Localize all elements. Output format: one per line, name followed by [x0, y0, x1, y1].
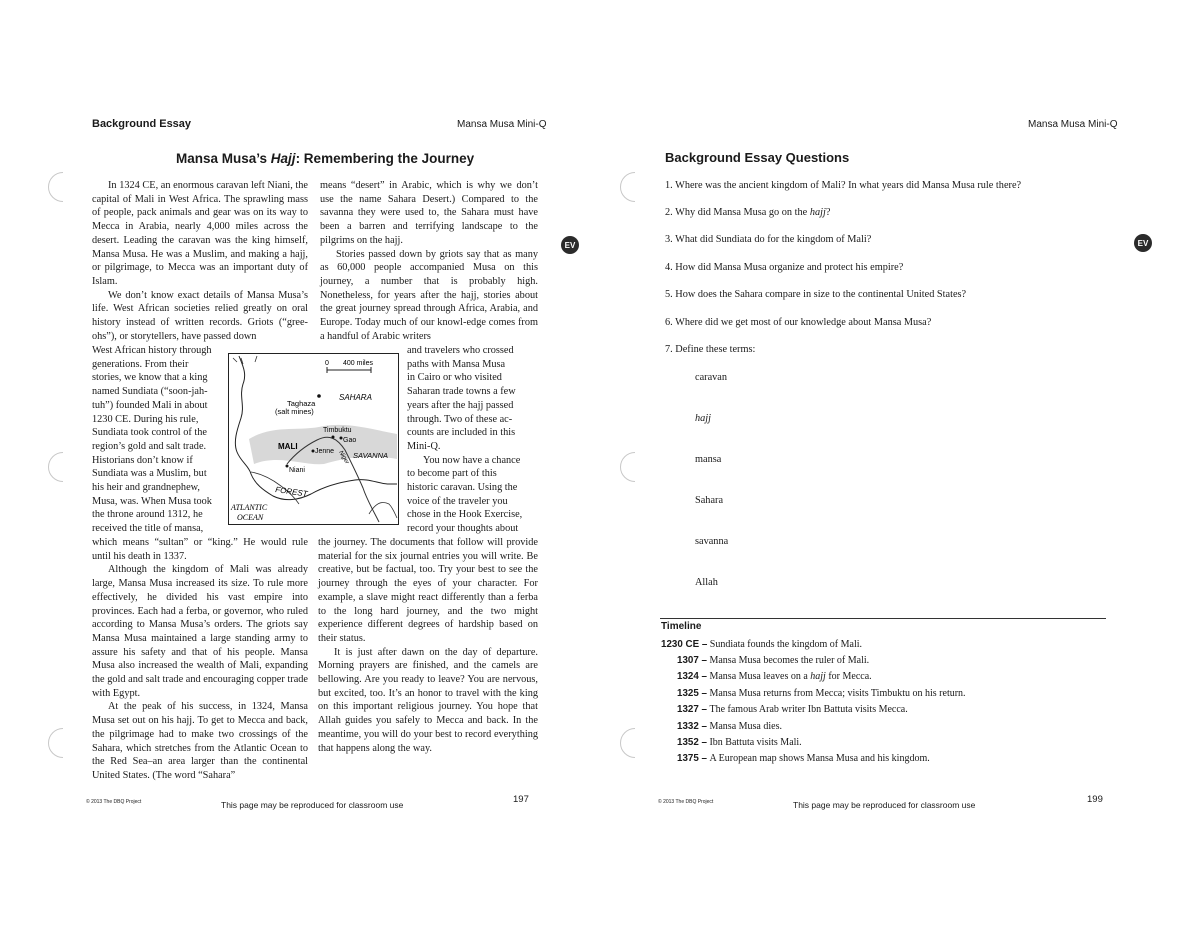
label-savanna: SAVANNA	[353, 451, 389, 460]
page-number: 197	[513, 794, 529, 805]
question-3: 3. What did Sundiata do for the kingdom of Mali?	[665, 234, 872, 245]
essay-line: Sundiata took control of the	[92, 427, 207, 439]
right-header-right: Mansa Musa Mini-Q	[1028, 119, 1118, 130]
page-number: 199	[1087, 794, 1103, 805]
essay-paragraph: Stories passed down by griots say that as many as 60,000 people accompanied Musa on this journey, a number that is probably high. Nonetheless, for years after the hajj, stories about the great journey spread through Africa, Arabia, and Europe. Today much of our knowl-edge comes from a handful of Arabic writers	[320, 248, 538, 342]
label-taghaza: Taghaza	[287, 399, 316, 408]
label-jenne: Jenne	[315, 448, 335, 455]
timeline-row	[677, 735, 802, 751]
essay-line: stories, we know that a king	[92, 372, 208, 384]
term-allah: Allah	[695, 577, 718, 588]
essay-line: voice of the traveler you	[407, 495, 508, 507]
timeline-row	[677, 702, 908, 718]
punch-hole	[620, 728, 650, 758]
left-header-right: Mansa Musa Mini-Q	[457, 119, 547, 130]
label-salt-mines: (salt mines)	[275, 407, 314, 416]
essay-column-1	[92, 179, 308, 343]
mali-map-svg	[229, 354, 398, 524]
essay-line: tuh”) founded Mali in about	[92, 399, 208, 411]
taghaza-dot	[317, 394, 321, 398]
timeline-row	[677, 751, 930, 767]
essay-line: 1230 CE. During his rule,	[92, 413, 199, 425]
question-6: 6. Where did we get most of our knowledge about Mansa Musa?	[665, 317, 932, 328]
term-sahara: Sahara	[695, 495, 724, 506]
timeline-event: Ibn Battuta visits Mali.	[709, 737, 802, 748]
essay-column-1-bottom	[92, 536, 308, 783]
timeline-year: 1375 –	[677, 753, 707, 764]
essay-paragraph: the journey. The documents that follow will provide material for the six journal entries you will write. Be creative, but be factual, too. Try your best to see the journey through the eyes of your character. For example, a slave might react differently than a ferba to the long hard journey, and the two might experience different degrees of hardship based on their status.	[318, 537, 538, 644]
essay-line: You now have a chance	[423, 454, 521, 466]
essay-line: record your thoughts about	[407, 523, 519, 535]
punch-hole	[620, 452, 650, 482]
essay-line: historic caravan. Using the	[407, 482, 518, 494]
essay-line: Saharan trade towns a few	[407, 386, 516, 398]
timeline-row	[661, 637, 862, 653]
map-corner-marks	[233, 356, 257, 364]
essay-paragraph: In 1324 CE, an enormous caravan left Niani, the capital of Mali in West Africa. The sprawling mass of people, pack animals and gear was on its way to Mecca in Arabia, nearly 4,000 miles across the desert. Leading the caravan was the king himself, Mansa Musa. He was a Muslim, and making a hajj, or pilgrimage, to Mecca was an important duty of Islam.	[92, 180, 308, 287]
question-2: 2. Why did Mansa Musa go on the hajj?	[665, 207, 831, 218]
essay-paragraph: It is just after dawn on the day of departure. Morning prayers are finished, and the camels are bellowing. Are you ready to leave? You are nervous, but excited, too. It’s an honor to travel with the king on this important religious journey. You hope that Allah guides you safely to Mecca and back. In the meantime, you will do your best to record everything that happens along the way.	[318, 646, 538, 754]
punch-hole	[48, 728, 78, 758]
question-5: 5. How does the Sahara compare in size to the continental United States?	[665, 289, 967, 300]
timeline-event: A European map shows Mansa Musa and his kingdom.	[709, 753, 930, 764]
timeline-divider	[660, 618, 1106, 619]
essay-line: Mini-Q.	[407, 440, 441, 452]
essay-line: West African history through	[92, 345, 212, 356]
essay-line: received the title of mansa,	[92, 523, 204, 535]
essay-paragraph: We don’t know exact details of Mansa Musa’s life. West African societies relied greatly on oral history instead of written records. Griots (“gree-ohs”), or storytellers, have passed down	[92, 289, 308, 342]
timeline-row	[677, 669, 872, 685]
timeline-row	[677, 719, 782, 735]
essay-paragraph: means “desert” in Arabic, which is why we don’t use the name Sahara Desert.) Compared to the savanna they were used to, the Sahara must have been a barren and terrifying landscape to the pilgrims on the hajj.	[320, 180, 538, 246]
timeline-year: 1332 –	[677, 721, 707, 732]
timeline-year: 1352 –	[677, 737, 707, 748]
essay-line: counts are included in this	[407, 427, 516, 439]
essay-line: and travelers who crossed	[407, 345, 514, 356]
page-title: Mansa Musa’s Hajj: Remembering the Journey	[176, 151, 475, 166]
scale-label: 400 miles	[343, 360, 373, 367]
essay-line: generations. From their	[92, 358, 189, 370]
term-mansa: mansa	[695, 454, 722, 465]
label-timbuktu: Timbuktu	[323, 427, 352, 434]
essay-line: in Cairo or who visited	[407, 372, 502, 384]
footer-note: This page may be reproduced for classroom use	[793, 800, 976, 810]
essay-line: the throne around 1312, he	[92, 509, 203, 521]
timeline-title: Timeline	[661, 621, 702, 632]
timeline-year: 1324 –	[677, 671, 707, 682]
scale-zero: 0	[325, 360, 329, 367]
punch-hole	[48, 452, 78, 482]
punch-hole	[48, 172, 78, 202]
label-ocean: OCEAN	[237, 513, 264, 522]
essay-column-2-wrap	[407, 344, 537, 536]
essay-line: his heir and grandnephew,	[92, 482, 200, 494]
timeline-event: Mansa Musa leaves on a hajj for Mecca.	[709, 671, 872, 682]
essay-paragraph: which means “sultan” or “king.” He would rule until his death in 1337.	[92, 537, 308, 562]
label-mali: MALI	[278, 442, 298, 451]
timeline-year: 1230 CE –	[661, 639, 708, 650]
label-niani: Niani	[289, 467, 305, 474]
label-forest: FOREST	[274, 485, 309, 499]
essay-line: paths with Mansa Musa	[407, 358, 506, 370]
left-header-title: Background Essay	[92, 118, 192, 130]
timeline-row	[677, 653, 869, 669]
question-7: 7. Define these terms:	[665, 344, 756, 355]
essay-paragraph: Although the kingdom of Mali was already large, Mansa Musa increased its size. To rule more effectively, he divided his vast empire into provinces. Each had a ferba, or governor, who ruled according to Mansa Musa’s orders. The griots say Mansa Musa maintained a large standing army to assure his safety and that of his people. Mansa Musa also increased the wealth of Mali, expanding the gold and salt trade and encouraging copper trade with Egypt.	[92, 564, 308, 699]
essay-column-2	[320, 179, 538, 343]
term-caravan: caravan	[695, 372, 728, 383]
timeline-event: The famous Arab writer Ibn Battuta visits Mecca.	[709, 704, 908, 715]
timeline-event: Mansa Musa dies.	[709, 721, 782, 732]
essay-line: to become part of this	[407, 468, 497, 480]
term-hajj: hajj	[695, 413, 712, 424]
essay-line: region’s gold and salt trade.	[92, 440, 207, 452]
term-savanna: savanna	[695, 536, 729, 547]
punch-hole	[620, 172, 650, 202]
essay-line: Historians don’t know if	[92, 454, 193, 466]
timbuktu-dot	[332, 436, 335, 439]
copyright: © 2013 The DBQ Project	[658, 799, 714, 805]
essay-line: named Sundiata (“soon-jah-	[92, 386, 208, 398]
copyright: © 2013 The DBQ Project	[86, 799, 142, 805]
footer-note: This page may be reproduced for classroom use	[221, 800, 404, 810]
essay-line: years after the hajj passed	[407, 399, 514, 411]
essay-line: chose in the Hook Exercise,	[407, 509, 523, 521]
mali-map	[228, 353, 399, 525]
timeline-event: Mansa Musa returns from Mecca; visits Timbuktu on his return.	[709, 688, 966, 699]
timeline-year: 1325 –	[677, 688, 707, 699]
ev-badge: EV	[1134, 234, 1152, 252]
timeline-year: 1327 –	[677, 704, 707, 715]
label-atlantic: ATLANTIC	[231, 503, 268, 512]
essay-line: through. Two of these ac-	[407, 413, 513, 425]
label-niger: Niger	[337, 450, 350, 466]
timeline-event: Sundiata founds the kingdom of Mali.	[709, 639, 863, 650]
essay-column-2-bottom	[318, 536, 538, 755]
ev-badge: EV	[561, 236, 579, 254]
question-4: 4. How did Mansa Musa organize and protect his empire?	[665, 262, 904, 273]
label-sahara: SAHARA	[339, 393, 372, 402]
essay-paragraph: At the peak of his success, in 1324, Mansa Musa set out on his hajj. To get to Mecca and back, the pilgrimage had to make two crossings of the Sahara, which stretches from the Atlantic Ocean to the Red Sea–an area larger than the continental United States. (The word “Sahara”	[92, 701, 308, 781]
timeline-row	[677, 686, 966, 702]
timeline-year: 1307 –	[677, 655, 707, 666]
questions-title: Background Essay Questions	[665, 150, 850, 165]
label-gao: Gao	[343, 437, 357, 444]
timeline-event: Mansa Musa becomes the ruler of Mali.	[709, 655, 870, 666]
essay-line: Musa, was. When Musa took	[92, 495, 212, 507]
question-1: 1. Where was the ancient kingdom of Mali? In what years did Mansa Musa rule there?	[665, 180, 1022, 191]
essay-line: Sundiata was a Muslim, but	[92, 468, 207, 480]
essay-column-1-wrap	[92, 344, 226, 536]
